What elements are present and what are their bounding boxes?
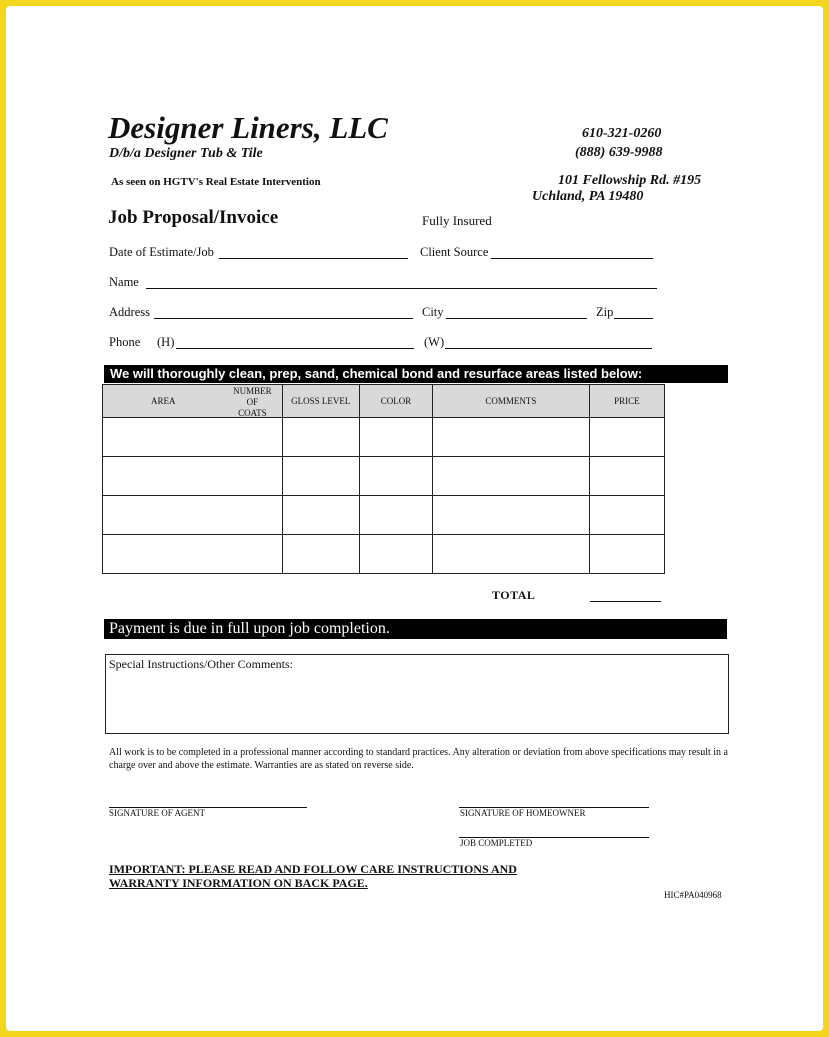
company-name: Designer Liners, LLC: [108, 110, 388, 145]
city-label: City: [422, 305, 444, 319]
address-label: Address: [109, 305, 150, 319]
cell-comments[interactable]: [433, 418, 590, 457]
cell-comments[interactable]: [433, 535, 590, 574]
job-completed-label: JOB COMPLETED: [460, 838, 533, 848]
col-coats: NUMBER OF COATS: [233, 386, 272, 418]
home-phone-field[interactable]: [176, 348, 414, 349]
cell-area[interactable]: [103, 418, 283, 457]
cell-area[interactable]: [103, 535, 283, 574]
col-area-coats: [103, 385, 283, 418]
document-title: Job Proposal/Invoice: [108, 207, 279, 228]
col-gloss: GLOSS LEVEL: [282, 385, 359, 418]
items-table: [102, 384, 665, 574]
table-row: [103, 496, 665, 535]
cell-comments[interactable]: [433, 457, 590, 496]
name-label: Name: [109, 275, 139, 289]
name-field[interactable]: [146, 288, 657, 289]
city-field[interactable]: [446, 318, 587, 319]
table-row: [103, 535, 665, 574]
cell-color[interactable]: [359, 418, 432, 457]
cell-gloss[interactable]: [282, 496, 359, 535]
terms-text: All work is to be completed in a professional manner according to standard practices. Any alteration or deviation from above specifications may result in a charge over and above the estimate. Warranties are as stated on reverse side.: [109, 747, 728, 771]
cell-gloss[interactable]: [282, 535, 359, 574]
phone-local: 610-321-0260: [582, 126, 662, 141]
date-field[interactable]: [219, 258, 408, 259]
cell-price[interactable]: [589, 496, 664, 535]
payment-banner: Payment is due in full upon job completion.: [104, 619, 727, 639]
zip-label: Zip: [596, 305, 614, 319]
address-city: Uchland, PA 19480: [532, 189, 644, 204]
cell-price[interactable]: [589, 457, 664, 496]
phone-label: Phone: [109, 335, 141, 349]
date-label: Date of Estimate/Job: [109, 245, 214, 259]
phone-tollfree: (888) 639-9988: [575, 145, 663, 160]
cell-color[interactable]: [359, 496, 432, 535]
address-street: 101 Fellowship Rd. #195: [558, 173, 702, 188]
col-price: PRICE: [589, 385, 664, 418]
cell-area[interactable]: [103, 496, 283, 535]
table-row: [103, 457, 665, 496]
hic-number: HIC#PA040968: [664, 890, 722, 900]
cell-price[interactable]: [589, 418, 664, 457]
col-color: COLOR: [359, 385, 432, 418]
home-phone-label: (H): [157, 335, 175, 349]
cell-color[interactable]: [359, 457, 432, 496]
cell-gloss[interactable]: [282, 418, 359, 457]
client-source-field[interactable]: [491, 258, 653, 259]
fully-insured-label: Fully Insured: [422, 213, 492, 228]
homeowner-signature-label: SIGNATURE OF HOMEOWNER: [460, 808, 586, 818]
client-source-label: Client Source: [420, 245, 489, 259]
table-header-row: [103, 385, 665, 418]
address-field[interactable]: [154, 318, 413, 319]
cell-area[interactable]: [103, 457, 283, 496]
cell-gloss[interactable]: [282, 457, 359, 496]
services-banner: We will thoroughly clean, prep, sand, chemical bond and resurface areas listed below:: [104, 365, 728, 383]
col-comments: COMMENTS: [433, 385, 590, 418]
cell-comments[interactable]: [433, 496, 590, 535]
work-phone-field[interactable]: [445, 348, 652, 349]
col-area: AREA: [151, 396, 176, 406]
table-row: [103, 418, 665, 457]
agent-signature-label: SIGNATURE OF AGENT: [109, 808, 206, 818]
work-phone-label: (W): [424, 335, 445, 349]
total-label: TOTAL: [492, 588, 536, 602]
instructions-label: Special Instructions/Other Comments:: [109, 657, 293, 671]
important-notice: IMPORTANT: PLEASE READ AND FOLLOW CARE INSTRUCTIONS AND WARRANTY INFORMATION ON BACK PAGE.: [109, 862, 517, 890]
total-field[interactable]: [590, 601, 661, 602]
as-seen-on: As seen on HGTV's Real Estate Intervention: [111, 176, 321, 188]
cell-price[interactable]: [589, 535, 664, 574]
zip-field[interactable]: [614, 318, 653, 319]
company-dba: D/b/a Designer Tub & Tile: [109, 146, 263, 161]
cell-color[interactable]: [359, 535, 432, 574]
